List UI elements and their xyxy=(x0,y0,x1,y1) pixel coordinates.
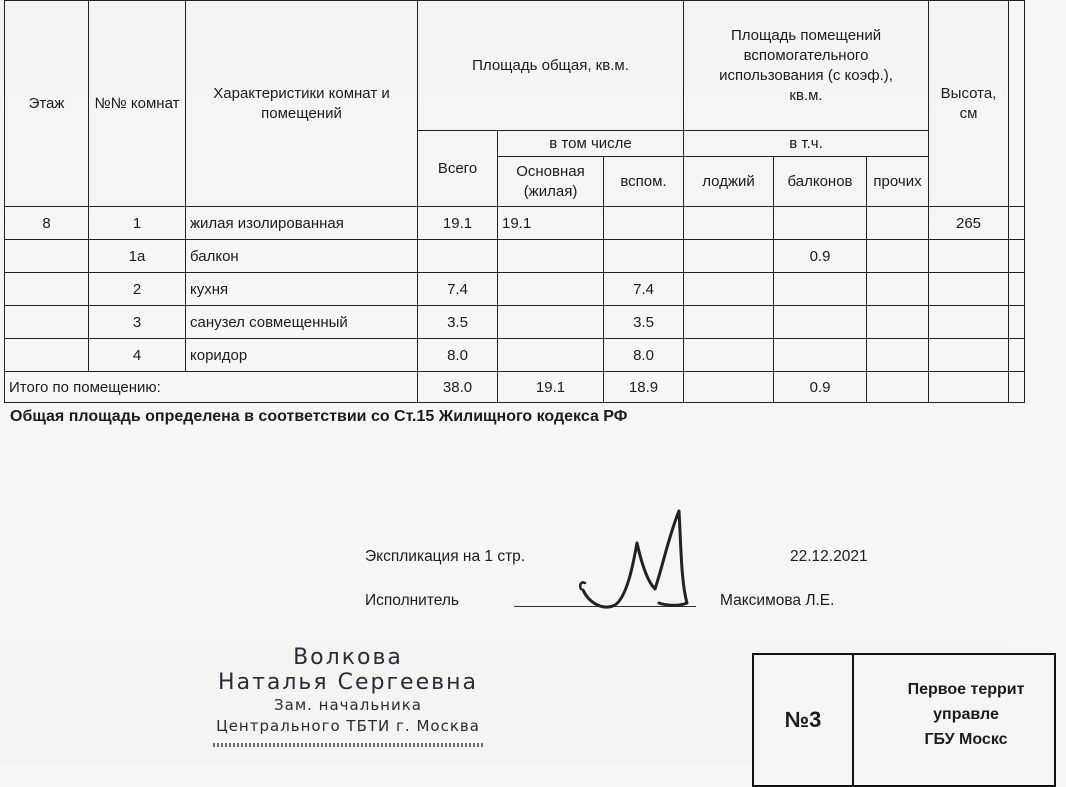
cell-room-name: балкон xyxy=(186,240,418,273)
document-date: 22.12.2021 xyxy=(790,548,868,565)
cell-height: 265 xyxy=(929,207,1009,240)
cell-main xyxy=(498,240,604,273)
office-name xyxy=(866,677,1066,752)
cell-total: 3.5 xyxy=(418,306,498,339)
cell-loggia xyxy=(684,240,774,273)
table-row xyxy=(5,240,1025,273)
stamp-organization: Центрального ТБТИ г. Москва xyxy=(216,717,480,735)
header-floor: Этаж xyxy=(5,1,89,207)
cell-aux: 7.4 xyxy=(604,273,684,306)
header-other: прочих xyxy=(867,157,929,207)
header-aux-area: Площадь помещений вспомогательного использования (с коэф.), кв.м. xyxy=(684,1,929,131)
cell-height xyxy=(929,273,1009,306)
cell-other xyxy=(867,273,929,306)
cell-extra xyxy=(1009,339,1025,372)
cell-room-no: 2 xyxy=(89,273,186,306)
table-row xyxy=(5,339,1025,372)
cell-floor xyxy=(5,339,89,372)
cell-extra xyxy=(1009,306,1025,339)
stamp-given-names: Наталья Сергеевна xyxy=(218,670,478,695)
cell-balcony xyxy=(774,207,867,240)
cell-floor xyxy=(5,273,89,306)
cell-floor xyxy=(5,240,89,273)
office-box xyxy=(752,653,1056,787)
cell-total: 19.1 xyxy=(418,207,498,240)
header-main-living: Основная (жилая) xyxy=(498,157,604,207)
cell-main xyxy=(498,306,604,339)
table-row xyxy=(5,306,1025,339)
cell-total xyxy=(418,240,498,273)
office-name-line3: ГБУ Москс xyxy=(924,731,1008,748)
totals-balcony: 0.9 xyxy=(774,372,867,403)
executor-name: Максимова Л.Е. xyxy=(720,592,835,609)
cell-room-name: санузел совмещенный xyxy=(186,306,418,339)
header-total: Всего xyxy=(418,131,498,207)
cell-other xyxy=(867,207,929,240)
cell-loggia xyxy=(684,339,774,372)
explication-table xyxy=(4,0,1025,403)
totals-total: 38.0 xyxy=(418,372,498,403)
cell-aux: 8.0 xyxy=(604,339,684,372)
totals-label: Итого по помещению: xyxy=(5,372,418,403)
stamp-position: Зам. начальника xyxy=(274,696,422,714)
totals-aux: 18.9 xyxy=(604,372,684,403)
cell-room-no: 1 xyxy=(89,207,186,240)
cell-balcony xyxy=(774,339,867,372)
cell-room-name: коридор xyxy=(186,339,418,372)
table-row xyxy=(5,273,1025,306)
cell-loggia xyxy=(684,273,774,306)
totals-main: 19.1 xyxy=(498,372,604,403)
cell-extra xyxy=(1009,207,1025,240)
cell-main: 19.1 xyxy=(498,207,604,240)
cell-floor: 8 xyxy=(5,207,89,240)
cell-other xyxy=(867,306,929,339)
cell-height xyxy=(929,339,1009,372)
cell-room-no: 3 xyxy=(89,306,186,339)
cell-total: 8.0 xyxy=(418,339,498,372)
cell-height xyxy=(929,306,1009,339)
cell-other xyxy=(867,240,929,273)
cell-height xyxy=(929,240,1009,273)
cell-loggia xyxy=(684,207,774,240)
official-stamp xyxy=(198,645,498,747)
cell-main xyxy=(498,273,604,306)
stamp-surname: Волкова xyxy=(293,645,403,670)
handwritten-signature xyxy=(575,505,695,615)
cell-extra xyxy=(1009,240,1025,273)
header-incl-short: в т.ч. xyxy=(684,131,929,157)
cell-balcony xyxy=(774,306,867,339)
cell-balcony xyxy=(774,273,867,306)
table-row xyxy=(5,207,1025,240)
cell-room-name: кухня xyxy=(186,273,418,306)
header-balconies: балконов xyxy=(774,157,867,207)
cell-total: 7.4 xyxy=(418,273,498,306)
office-name-line2: управле xyxy=(933,706,999,723)
totals-loggia xyxy=(684,372,774,403)
cell-aux xyxy=(604,207,684,240)
cell-balcony: 0.9 xyxy=(774,240,867,273)
header-including: в том числе xyxy=(498,131,684,157)
cell-aux xyxy=(604,240,684,273)
header-total-area: Площадь общая, кв.м. xyxy=(418,1,684,131)
cell-main xyxy=(498,339,604,372)
totals-other xyxy=(867,372,929,403)
header-characteristics: Характеристики комнат и помещений xyxy=(186,1,418,207)
totals-height xyxy=(929,372,1009,403)
cell-room-name: жилая изолированная xyxy=(186,207,418,240)
totals-extra xyxy=(1009,372,1025,403)
cell-room-no: 1а xyxy=(89,240,186,273)
header-height: Высота, см xyxy=(929,1,1009,207)
office-number: №3 xyxy=(754,655,854,785)
cell-floor xyxy=(5,306,89,339)
header-loggias: лоджий xyxy=(684,157,774,207)
executor-label: Исполнитель xyxy=(365,592,459,609)
cell-extra xyxy=(1009,273,1025,306)
explication-pages: Экспликация на 1 стр. xyxy=(365,548,526,565)
totals-row xyxy=(5,372,1025,403)
header-room-no: №№ комнат xyxy=(89,1,186,207)
header-extra xyxy=(1009,1,1025,207)
legal-note: Общая площадь определена в соответствии со Ст.15 Жилищного кодекса РФ xyxy=(10,408,628,425)
cell-loggia xyxy=(684,306,774,339)
office-name-line1: Первое террит xyxy=(907,681,1025,698)
cell-room-no: 4 xyxy=(89,339,186,372)
header-aux: вспом. xyxy=(604,157,684,207)
cell-other xyxy=(867,339,929,372)
stamp-dotted-line xyxy=(213,743,483,747)
cell-aux: 3.5 xyxy=(604,306,684,339)
